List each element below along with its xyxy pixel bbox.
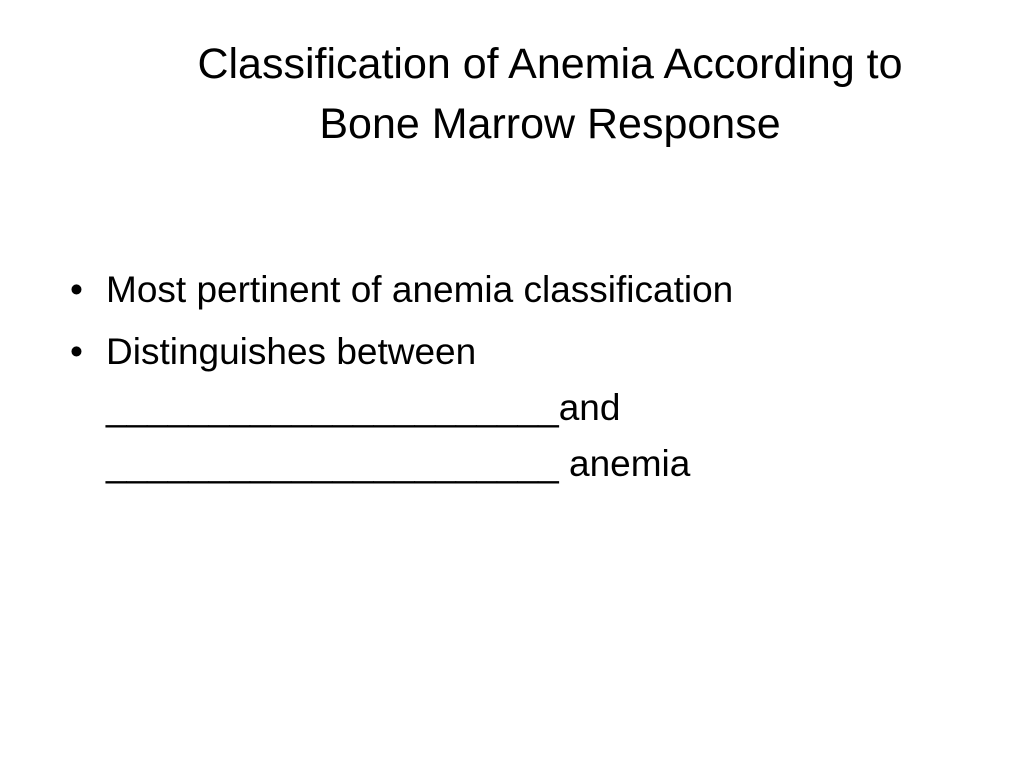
- slide-title-line-2: Bone Marrow Response: [319, 100, 781, 148]
- fill-in-blank-line: ______________________and: [106, 387, 621, 428]
- bullet-list: [68, 262, 968, 498]
- bullet-item: [68, 324, 968, 492]
- bullet-text: Most pertinent of anemia classification: [106, 269, 734, 310]
- bullet-item: [68, 262, 968, 318]
- bullet-marker-icon: •: [70, 269, 83, 310]
- bullet-marker-icon: •: [70, 331, 83, 372]
- slide-title: [110, 34, 990, 154]
- slide-title-line-1: Classification of Anemia According to: [197, 40, 903, 88]
- bullet-text: Distinguishes between: [106, 331, 477, 372]
- fill-in-blank-line: ______________________ anemia: [106, 443, 691, 484]
